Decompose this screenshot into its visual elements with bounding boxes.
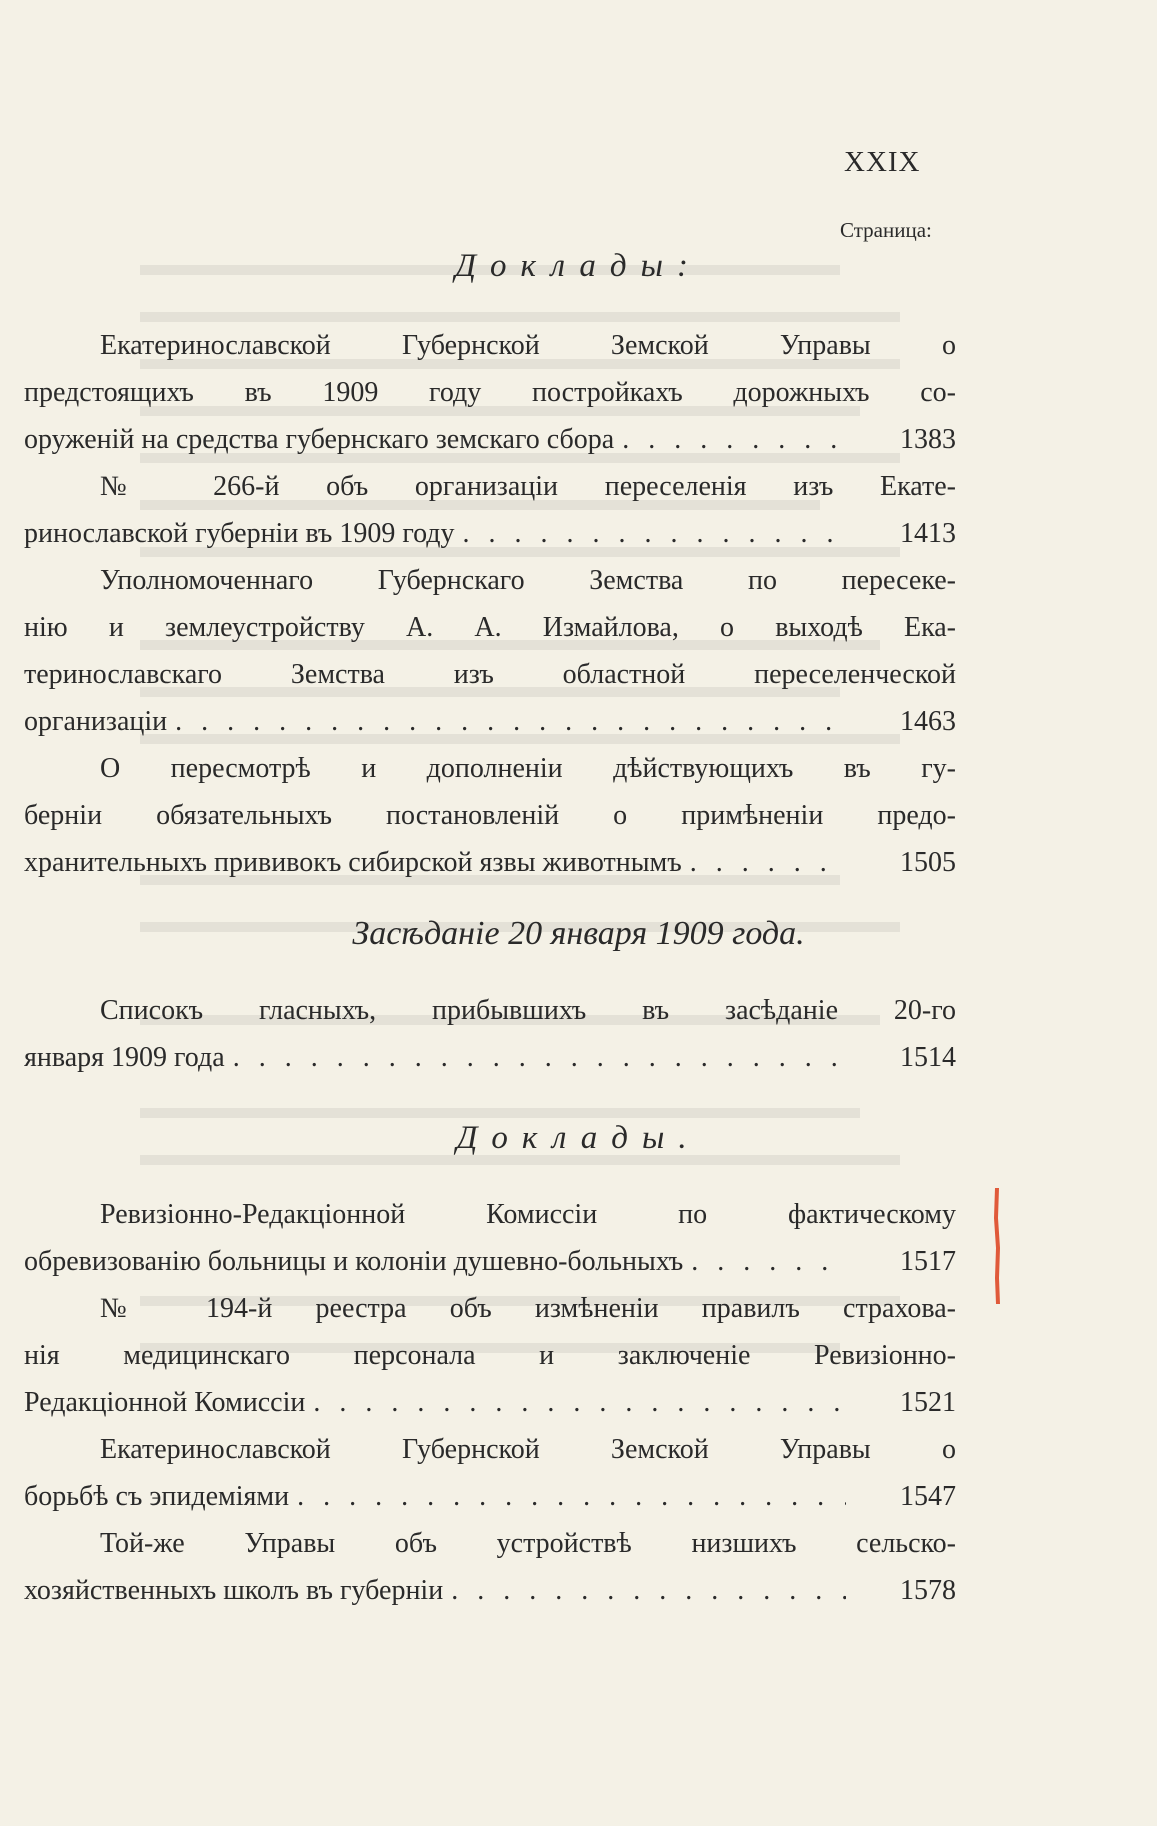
- leader-dots: [305, 1379, 846, 1426]
- toc-entry: [24, 322, 956, 463]
- section-heading: Засѣданіе 20 января 1909 года.: [352, 915, 805, 952]
- leader-dots: [455, 510, 846, 557]
- entry-page-number: 1521: [900, 1387, 956, 1418]
- entry-text-line: нію и землеустройству А. А. Измайлова, о выходѣ Ека-: [24, 612, 956, 643]
- entry-text-line: Уполномоченнаго Губернскаго Земства по пересеке-: [100, 565, 956, 596]
- section-heading: Доклады:: [455, 248, 702, 284]
- entry-page-number: 1413: [900, 518, 956, 549]
- entry-text-line: ринославской губерніи въ 1909 году: [24, 518, 455, 549]
- leader-dots: [289, 1473, 846, 1520]
- page-column-label: Страница:: [840, 218, 932, 242]
- leader-dots: [682, 839, 846, 886]
- entry-text-line: организаціи: [24, 706, 168, 737]
- red-pencil-mark: [994, 1188, 1000, 1304]
- entry-text-line: нія медицинскаго персонала и заключеніе Ревизіонно-: [24, 1340, 956, 1371]
- entry-text-line: № 266-й объ организаціи переселенія изъ Екате-: [100, 471, 956, 502]
- toc-entry: [24, 1285, 956, 1426]
- entry-text-line: Списокъ гласныхъ, прибывшихъ въ засѣданіе 20-го: [100, 995, 956, 1026]
- entry-page-number: 1514: [900, 1042, 956, 1073]
- leader-dots: [443, 1567, 846, 1614]
- entry-page-number: 1517: [900, 1246, 956, 1277]
- leader-dots: [225, 1034, 846, 1081]
- entry-text-line: предстоящихъ въ 1909 году постройкахъ дорожныхъ со-: [24, 377, 956, 408]
- entry-text-line: теринославскаго Земства изъ областной переселенческой: [24, 659, 956, 690]
- entry-text-line: Екатеринославской Губернской Земской Управы о: [100, 330, 956, 361]
- entry-text-line: борьбѣ съ эпидеміями: [24, 1481, 290, 1512]
- entry-text-line: хозяйственныхъ школъ въ губерніи: [24, 1575, 444, 1606]
- entry-text-line: обревизованію больницы и колоніи душевно-больныхъ: [24, 1246, 684, 1277]
- entry-page-number: 1578: [900, 1575, 956, 1606]
- leader-dots: [614, 416, 846, 463]
- toc-entry: [24, 1520, 956, 1614]
- page-number: XXIX: [844, 146, 921, 178]
- toc-entry: [24, 463, 956, 557]
- section-heading: Доклады.: [456, 1120, 701, 1156]
- toc-entry: [24, 557, 956, 745]
- entry-text-line: Екатеринославской Губернской Земской Управы о: [100, 1434, 956, 1465]
- entry-page-number: 1547: [900, 1481, 956, 1512]
- toc-entry: [24, 987, 956, 1081]
- toc-entry: [24, 745, 956, 886]
- toc-entry: [24, 1191, 956, 1285]
- entry-text-line: Редакціонной Комиссіи: [24, 1387, 306, 1418]
- leader-dots: [167, 698, 846, 745]
- entry-text-line: хранительныхъ прививокъ сибирской язвы животнымъ: [24, 847, 682, 878]
- entry-text-line: Той-же Управы объ устройствѣ низшихъ сельско-: [100, 1528, 956, 1559]
- entry-text-line: Ревизіонно-Редакціонной Комиссіи по фактическому: [100, 1199, 956, 1230]
- entry-text-line: О пересмотрѣ и дополненіи дѣйствующихъ въ гу-: [100, 753, 956, 784]
- entry-text-line: оруженій на средства губернскаго земскаго сбора: [24, 424, 615, 455]
- toc-entry: [24, 1426, 956, 1520]
- entry-text-line: берніи обязательныхъ постановленій о примѣненіи предо-: [24, 800, 956, 831]
- entry-page-number: 1505: [900, 847, 956, 878]
- entry-page-number: 1383: [900, 424, 956, 455]
- leader-dots: [683, 1238, 846, 1285]
- entry-text-line: января 1909 года: [24, 1042, 225, 1073]
- entry-text-line: № 194-й реестра объ измѣненіи правилъ страхова-: [100, 1293, 956, 1324]
- entry-page-number: 1463: [900, 706, 956, 737]
